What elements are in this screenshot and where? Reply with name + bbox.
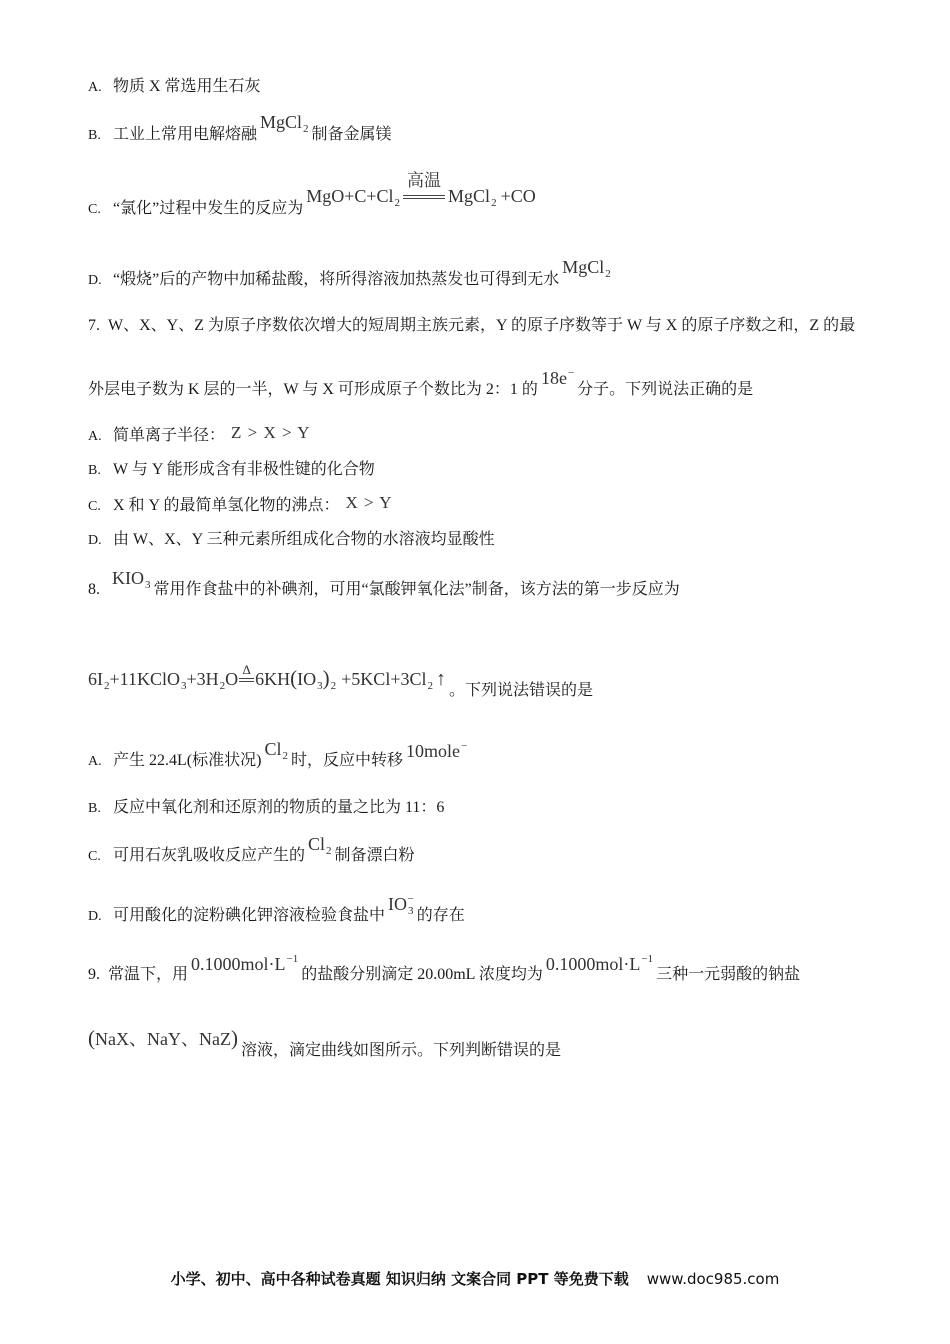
option-text: 产生 22.4L(标准状况) [113, 752, 262, 769]
product: IO [297, 669, 317, 689]
option-text: 工业上常用电解熔融 [113, 126, 258, 143]
reaction-condition [403, 171, 445, 202]
q7-option-a [88, 425, 310, 447]
option-text: 由 W、X、Y 三种元素所组成化合物的水溶液均显酸性 [113, 531, 495, 548]
q7-stem-line2 [88, 367, 754, 401]
option-label: D. [88, 273, 102, 288]
stem-text: 。下列说法错误的是 [448, 682, 593, 699]
open-paren: ( [88, 1026, 95, 1050]
ion-formula [388, 893, 414, 917]
condition-text: 高温 [407, 171, 442, 190]
q9-stem-line2 [88, 1026, 561, 1061]
formula-subscript: 2 [303, 123, 309, 135]
formula-subscript: 3 [317, 680, 323, 692]
concentration [546, 954, 653, 974]
reactant: O [225, 669, 239, 689]
formula-main: KIO [112, 568, 144, 588]
stem-text: 分子。下列说法正确的是 [577, 381, 754, 398]
formula-subscript: 2 [104, 680, 110, 692]
product: MgCl [448, 186, 491, 206]
option-label: A. [88, 429, 102, 444]
stem-text: 的盐酸分别滴定 20.00mL 浓度均为 [301, 966, 543, 983]
option-label: B. [88, 801, 101, 816]
reaction-condition [239, 662, 254, 685]
chemical-formula [308, 834, 332, 857]
q8-stem-line1 [88, 568, 680, 601]
formula-main: Cl [308, 834, 326, 854]
reactant: +11KClO [109, 669, 180, 689]
option-text: 物质 X 常选用生石灰 [113, 78, 261, 95]
option-text: “煅烧”后的产物中加稀盐酸，将所得溶液加热蒸发也可得到无水 [113, 271, 560, 288]
option-text: 制备金属镁 [311, 126, 392, 143]
reactants: MgO+C+Cl [306, 186, 394, 206]
option-text: 简单离子半径： [113, 427, 226, 444]
formula-main: 10mole [405, 741, 460, 761]
stem-text: 外层电子数为 K 层的一半，W 与 X 可形成原子个数比为 2：1 的 [88, 381, 538, 398]
formula-main: MgCl [260, 112, 303, 132]
chemical-formula [260, 112, 309, 135]
double-equals-sign [403, 195, 445, 199]
reactant: 6I [88, 669, 103, 689]
reaction-equation [88, 662, 446, 692]
stem-text: 三种一元弱酸的钠盐 [656, 966, 801, 983]
formula-main: MgCl [562, 257, 605, 277]
option-text: 的存在 [416, 907, 465, 924]
option-label: C. [88, 849, 101, 864]
formula-subscript: 3 [181, 680, 187, 692]
stem-text: 常温下，用 [108, 966, 189, 983]
q7-stem-line1 [88, 316, 855, 336]
formula-subscript: 3 [408, 905, 414, 917]
option-text: 反应中氧化剂和还原剂的物质的量之比为 11：6 [113, 799, 445, 816]
option-text: W 与 Y 能形成含有非极性键的化合物 [113, 461, 375, 478]
chemical-formula [562, 257, 611, 280]
formula-main: Cl [264, 739, 282, 759]
formula-subscript: 2 [394, 197, 401, 209]
question-number: 7. [88, 317, 100, 334]
formula-subscript: 2 [219, 680, 226, 692]
formula-subscript: 2 [605, 268, 611, 280]
q8-option-d [88, 893, 465, 927]
product-tail: +CO [500, 186, 536, 206]
relation-expression: X > Y [345, 493, 392, 512]
stem-text: W、X、Y、Z 为原子序数依次增大的短周期主族元素，Y 的原子序数等于 W 与 X 的原子序数之和，Z 的最 [108, 317, 856, 334]
q6-option-a [88, 77, 261, 98]
option-text: 时，反应中转移 [290, 752, 403, 769]
formula-main: 0.1000mol·L [545, 954, 641, 974]
option-text: 可用石灰乳吸收反应产生的 [113, 847, 306, 864]
q8-option-c [88, 834, 415, 867]
page-footer [0, 1269, 950, 1289]
electron-count [541, 368, 574, 388]
formula-superscript: − [460, 740, 468, 752]
formula-superscript: − [567, 367, 575, 379]
formula-main: IO [388, 894, 408, 914]
option-text: X 和 Y 的最简单氢化物的沸点： [113, 497, 340, 514]
option-text: 制备漂白粉 [334, 847, 415, 864]
formula-superscript: − [407, 893, 414, 905]
salt-list [88, 1026, 238, 1050]
q8-option-a [88, 739, 470, 772]
question-number: 8. [88, 581, 100, 598]
option-label: A. [88, 80, 102, 95]
formula-subscript: 2 [330, 680, 337, 692]
option-text: 可用酸化的淀粉碘化钾溶液检验食盐中 [113, 907, 386, 924]
product: 6KH [255, 669, 291, 689]
option-label: D. [88, 909, 102, 924]
formula-subscript: 2 [282, 750, 288, 762]
chemical-formula [264, 739, 288, 762]
footer-ad-text: 小学、初中、高中各种试卷真题 知识归纳 文案合同 PPT 等免费下载 [170, 1270, 629, 1288]
close-paren: ) [322, 666, 330, 690]
product: +5KCl+3Cl [341, 669, 427, 689]
q8-option-b [88, 798, 444, 819]
formula-subscript: 3 [145, 579, 151, 591]
formula-subscript: 2 [491, 197, 497, 209]
formula-superscript: −1 [286, 953, 299, 965]
formula-superscript: −1 [641, 953, 654, 965]
open-paren: ( [290, 666, 298, 690]
footer-website: www.doc985.com [646, 1270, 780, 1288]
equals-sign [239, 678, 254, 682]
reaction-equation [306, 171, 536, 209]
close-paren: ) [230, 1026, 238, 1050]
formula-main: 18e [540, 368, 567, 388]
option-label: C. [88, 499, 101, 514]
q6-option-c [88, 171, 539, 220]
option-label: C. [88, 202, 101, 217]
q6-option-b [88, 112, 392, 146]
q7-option-d [88, 530, 495, 551]
option-text: “氯化”过程中发生的反应为 [113, 200, 304, 217]
electron-amount [406, 741, 467, 761]
option-label: B. [88, 463, 101, 478]
q8-reaction-line [88, 662, 593, 702]
stem-text: 溶液，滴定曲线如图所示。下列判断错误的是 [240, 1042, 561, 1059]
salt-names: NaX、NaY、NaZ [95, 1029, 231, 1049]
q9-stem-line1 [88, 953, 801, 986]
q6-option-d [88, 257, 614, 291]
reactant: +3H [186, 669, 219, 689]
question-number: 9. [88, 966, 100, 983]
option-label: D. [88, 533, 102, 548]
concentration [191, 954, 298, 974]
option-label: A. [88, 754, 102, 769]
stem-text: 常用作食盐中的补碘剂，可用“氯酸钾氧化法”制备，该方法的第一步反应为 [153, 581, 680, 598]
q7-option-b [88, 460, 375, 481]
formula-main: 0.1000mol·L [191, 954, 286, 974]
formula-subscript: 2 [326, 845, 332, 857]
option-label: B. [88, 128, 101, 143]
heat-symbol: Δ [242, 662, 251, 677]
q7-option-c [88, 495, 392, 517]
chemical-formula [112, 568, 151, 591]
gas-arrow-icon: ↑ [435, 668, 446, 690]
formula-subscript: 2 [427, 680, 433, 692]
relation-expression: Z > X > Y [231, 423, 310, 442]
